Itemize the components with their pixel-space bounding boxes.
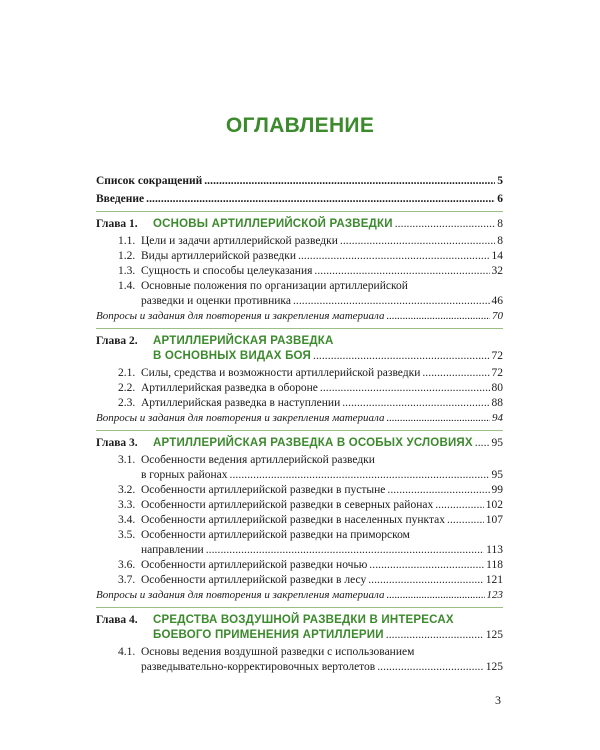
section-number: 3.3. — [118, 499, 136, 511]
dot-leader — [369, 558, 484, 573]
toc-section-2-2[interactable] — [96, 381, 503, 396]
toc-page-number: 14 — [491, 250, 503, 262]
chapter-label: Глава 1. — [96, 218, 138, 230]
toc-section-3-5[interactable] — [96, 528, 503, 558]
toc-questions-3[interactable] — [96, 588, 503, 603]
toc-page-number: 99 — [491, 484, 503, 496]
section-title-line: Особенности ведения артиллерийской разведки — [141, 454, 375, 466]
section-title: Особенности артиллерийской разведки в пустыне — [141, 484, 386, 496]
toc-page-number: 123 — [486, 589, 503, 601]
toc-page-number: 121 — [485, 574, 503, 586]
section-number: 3.4. — [118, 514, 136, 526]
toc-section-3-2[interactable] — [96, 483, 503, 498]
toc-page-number: 94 — [492, 412, 503, 424]
chapter-title: ОСНОВЫ АРТИЛЛЕРИЙСКОЙ РАЗВЕДКИ — [153, 218, 393, 230]
toc-section-1-3[interactable] — [96, 264, 503, 279]
dot-leader — [422, 366, 489, 381]
chapter-title: АРТИЛЛЕРИЙСКАЯ РАЗВЕДКА В ОСОБЫХ УСЛОВИЯХ — [153, 437, 473, 449]
toc-page-number: 72 — [491, 367, 503, 379]
toc-page-number: 32 — [491, 265, 503, 277]
section-title: в горных районах — [141, 469, 228, 481]
toc-page-number: 72 — [491, 350, 503, 362]
toc-page-number: 107 — [485, 514, 503, 526]
toc-page-number: 125 — [485, 661, 503, 673]
toc-page-number: 8 — [497, 218, 503, 230]
section-divider — [96, 430, 503, 431]
toc-page-number: 8 — [497, 235, 503, 247]
toc-section-4-1[interactable] — [96, 645, 503, 675]
section-number: 1.4. — [118, 280, 136, 292]
dot-leader — [314, 264, 489, 279]
section-title: Сущность и способы целеуказания — [141, 265, 313, 277]
toc-page-number: 118 — [486, 559, 503, 571]
chapter-title-line: АРТИЛЛЕРИЙСКАЯ РАЗВЕДКА — [153, 335, 334, 347]
toc-section-3-3[interactable] — [96, 498, 503, 513]
toc-questions-2[interactable] — [96, 411, 503, 426]
section-title: Особенности артиллерийской разведки в лесу — [141, 574, 367, 586]
section-title-line: Особенности артиллерийской разведки на приморском — [141, 529, 410, 541]
toc-page-number: 95 — [491, 437, 503, 449]
section-title: разведывательно-корректировочных вертолетов — [141, 661, 376, 673]
toc-section-1-4[interactable] — [96, 279, 503, 309]
toc-page-number: 70 — [492, 310, 503, 322]
page-number: 3 — [495, 693, 501, 707]
toc-page-number: 6 — [497, 193, 503, 205]
chapter-label: Глава 2. — [96, 335, 138, 347]
dot-leader — [387, 309, 491, 324]
section-title: Силы, средства и возможности артиллерийской разведки — [141, 367, 421, 379]
toc-chapter-2[interactable] — [96, 334, 503, 364]
section-number: 1.2. — [118, 250, 136, 262]
toc-page-number: 88 — [491, 397, 503, 409]
dot-leader — [293, 294, 490, 309]
chapter-label: Глава 3. — [96, 437, 138, 449]
toc-chapter-3[interactable] — [96, 436, 503, 451]
dot-leader — [340, 234, 495, 249]
dot-leader — [206, 543, 484, 558]
dot-leader — [387, 483, 489, 498]
toc-section-3-1[interactable] — [96, 453, 503, 483]
toc-page-number: 113 — [486, 544, 503, 556]
section-divider — [96, 328, 503, 329]
section-title: Артиллерийская разведка в обороне — [141, 382, 318, 394]
toc-section-2-3[interactable] — [96, 396, 503, 411]
chapter-title: БОЕВОГО ПРИМЕНЕНИЯ АРТИЛЛЕРИИ — [153, 629, 384, 641]
section-number: 3.6. — [118, 559, 136, 571]
toc-section-3-4[interactable] — [96, 513, 503, 528]
dot-leader — [377, 660, 484, 675]
questions-text: Вопросы и задания для повторения и закрепления материала — [96, 412, 385, 424]
toc-entry-abbreviations[interactable] — [96, 174, 503, 189]
dot-leader — [320, 381, 490, 396]
section-title: разведки и оценки противника — [141, 295, 291, 307]
dot-leader — [387, 411, 491, 426]
section-title: Особенности артиллерийской разведки в северных районах — [141, 499, 434, 511]
section-title: направлении — [141, 544, 204, 556]
dot-leader — [298, 249, 490, 264]
toc-section-1-1[interactable] — [96, 234, 503, 249]
toc-entry-text: Введение — [96, 193, 145, 205]
toc-page-number: 5 — [497, 175, 503, 187]
dot-leader — [204, 174, 495, 189]
toc-page-number: 46 — [491, 295, 503, 307]
section-number: 1.1. — [118, 235, 136, 247]
questions-text: Вопросы и задания для повторения и закрепления материала — [96, 310, 385, 322]
section-number: 3.7. — [118, 574, 136, 586]
dot-leader — [447, 513, 484, 528]
toc-page-number: 125 — [485, 629, 503, 641]
section-title: Артиллерийская разведка в наступлении — [141, 397, 341, 409]
section-divider — [96, 211, 503, 212]
section-title: Особенности артиллерийской разведки в населенных пунктах — [141, 514, 445, 526]
dot-leader — [230, 468, 490, 483]
dot-leader — [146, 192, 495, 207]
section-number: 2.1. — [118, 367, 136, 379]
toc-section-3-7[interactable] — [96, 573, 503, 588]
section-number: 3.2. — [118, 484, 136, 496]
dot-leader — [435, 498, 484, 513]
dot-leader — [368, 573, 484, 588]
section-title: Особенности артиллерийской разведки ночью — [141, 559, 368, 571]
section-title-line: Основные положения по организации артиллерийской — [141, 280, 408, 292]
section-number: 1.3. — [118, 265, 136, 277]
section-number: 2.2. — [118, 382, 136, 394]
questions-text: Вопросы и задания для повторения и закрепления материала — [96, 589, 385, 601]
section-title: Виды артиллерийской разведки — [141, 250, 296, 262]
section-number: 3.5. — [118, 529, 136, 541]
dot-leader — [313, 349, 490, 364]
toc-section-3-6[interactable] — [96, 558, 503, 573]
chapter-title-line: СРЕДСТВА ВОЗДУШНОЙ РАЗВЕДКИ В ИНТЕРЕСАХ — [153, 614, 454, 626]
section-title-line: Основы ведения воздушной разведки с использованием — [141, 646, 415, 658]
toc-page-number: 95 — [491, 469, 503, 481]
chapter-title: В ОСНОВНЫХ ВИДАХ БОЯ — [153, 350, 311, 362]
dot-leader — [342, 396, 489, 411]
toc-questions-1[interactable] — [96, 309, 503, 324]
chapter-label: Глава 4. — [96, 614, 138, 626]
toc-section-1-2[interactable] — [96, 249, 503, 264]
dot-leader — [395, 217, 496, 232]
dot-leader — [387, 588, 485, 603]
page-title: ОГЛАВЛЕНИЕ — [225, 114, 375, 137]
toc-entry-introduction[interactable] — [96, 192, 503, 207]
toc-section-2-1[interactable] — [96, 366, 503, 381]
table-of-contents — [96, 174, 503, 675]
toc-chapter-4[interactable] — [96, 613, 503, 643]
section-number: 2.3. — [118, 397, 136, 409]
section-number: 3.1. — [118, 454, 136, 466]
dot-leader — [386, 628, 484, 643]
dot-leader — [475, 436, 490, 451]
toc-chapter-1[interactable] — [96, 217, 503, 232]
section-title: Цели и задачи артиллерийской разведки — [141, 235, 338, 247]
section-divider — [96, 607, 503, 608]
toc-page-number: 102 — [485, 499, 503, 511]
section-number: 4.1. — [118, 646, 136, 658]
toc-page-number: 80 — [491, 382, 503, 394]
toc-entry-text: Список сокращений — [96, 175, 203, 187]
